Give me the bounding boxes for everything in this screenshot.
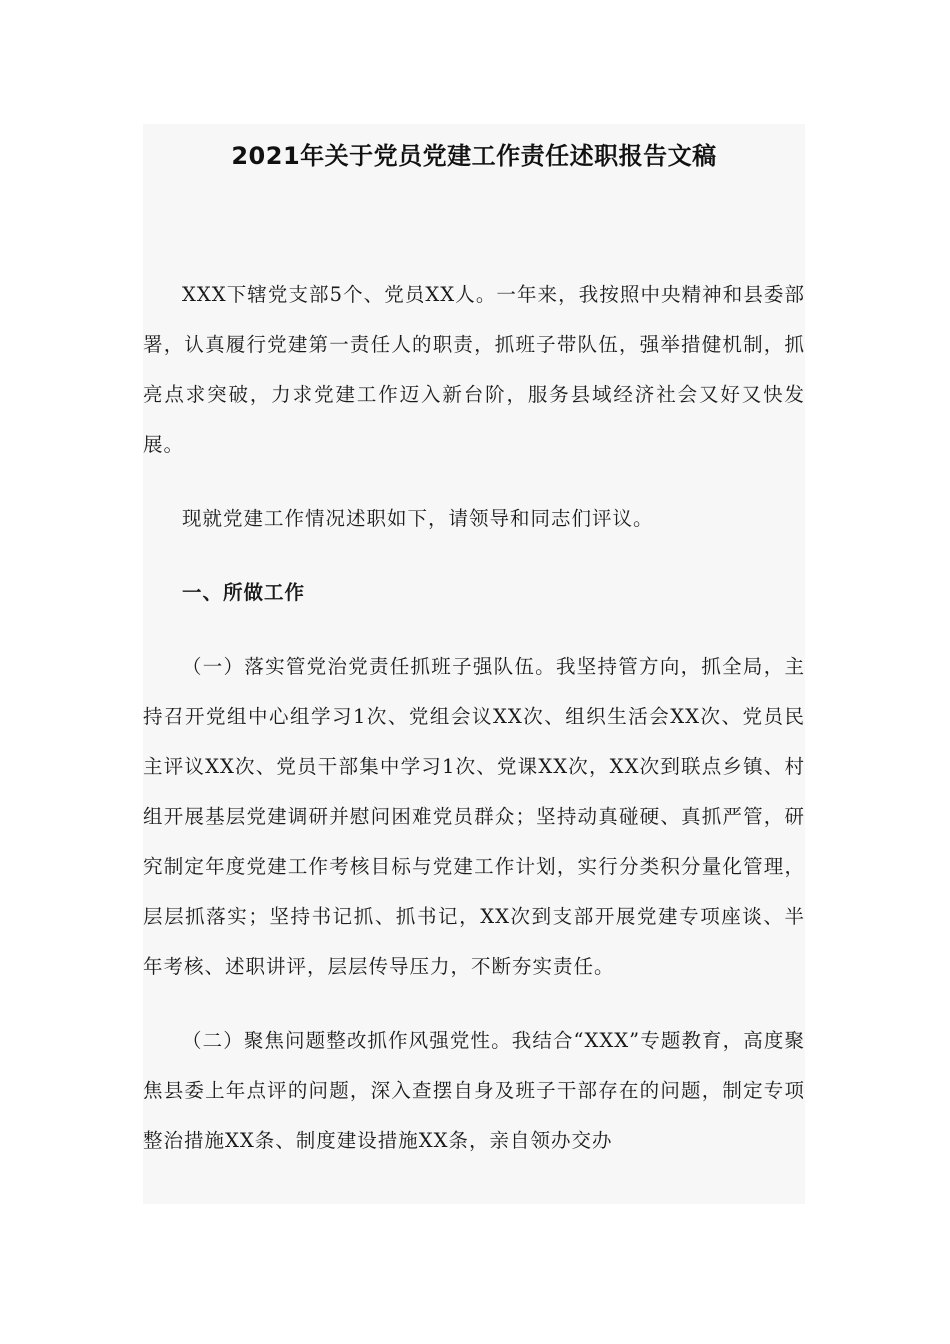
request-paragraph: 现就党建工作情况述职如下，请领导和同志们评议。 <box>182 507 654 530</box>
section-heading: 一、所做工作 <box>182 581 306 604</box>
document-page <box>143 124 805 1204</box>
document-body <box>143 270 805 1190</box>
document-title: 2021年关于党员党建工作责任述职报告文稿 <box>231 142 717 170</box>
intro-paragraph: XXX下辖党支部5个、党员XX人。一年来，我按照中央精神和县委部署，认真履行党建第一责任人的职责，抓班子带队伍，强举措健机制，抓亮点求突破，力求党建工作迈入新台阶，服务县域经济社会又好又快发展。 <box>143 283 805 456</box>
section-paragraph-2: （二）聚焦问题整改抓作风强党性。我结合“XXX”专题教育，高度聚焦县委上年点评的问题，深入查摆自身及班子干部存在的问题，制定专项整治措施XX条、制度建设措施XX条，亲自领办交办 <box>143 1029 805 1152</box>
section-paragraph-1: （一）落实管党治党责任抓班子强队伍。我坚持管方向，抓全局，主持召开党组中心组学习1次、党组会议XX次、组织生活会XX次、党员民主评议XX次、党员干部集中学习1次、党课XX次，XX次到联点乡镇、村组开展基层党建调研并慰问困难党员群众；坚持动真碰硬、真抓严管，研究制定年度党建工作考核目标与党建工作计划，实行分类积分量化管理，层层抓落实；坚持书记抓、抓书记，XX次到支部开展党建专项座谈、半年考核、述职讲评，层层传导压力，不断夯实责任。 <box>143 655 805 978</box>
